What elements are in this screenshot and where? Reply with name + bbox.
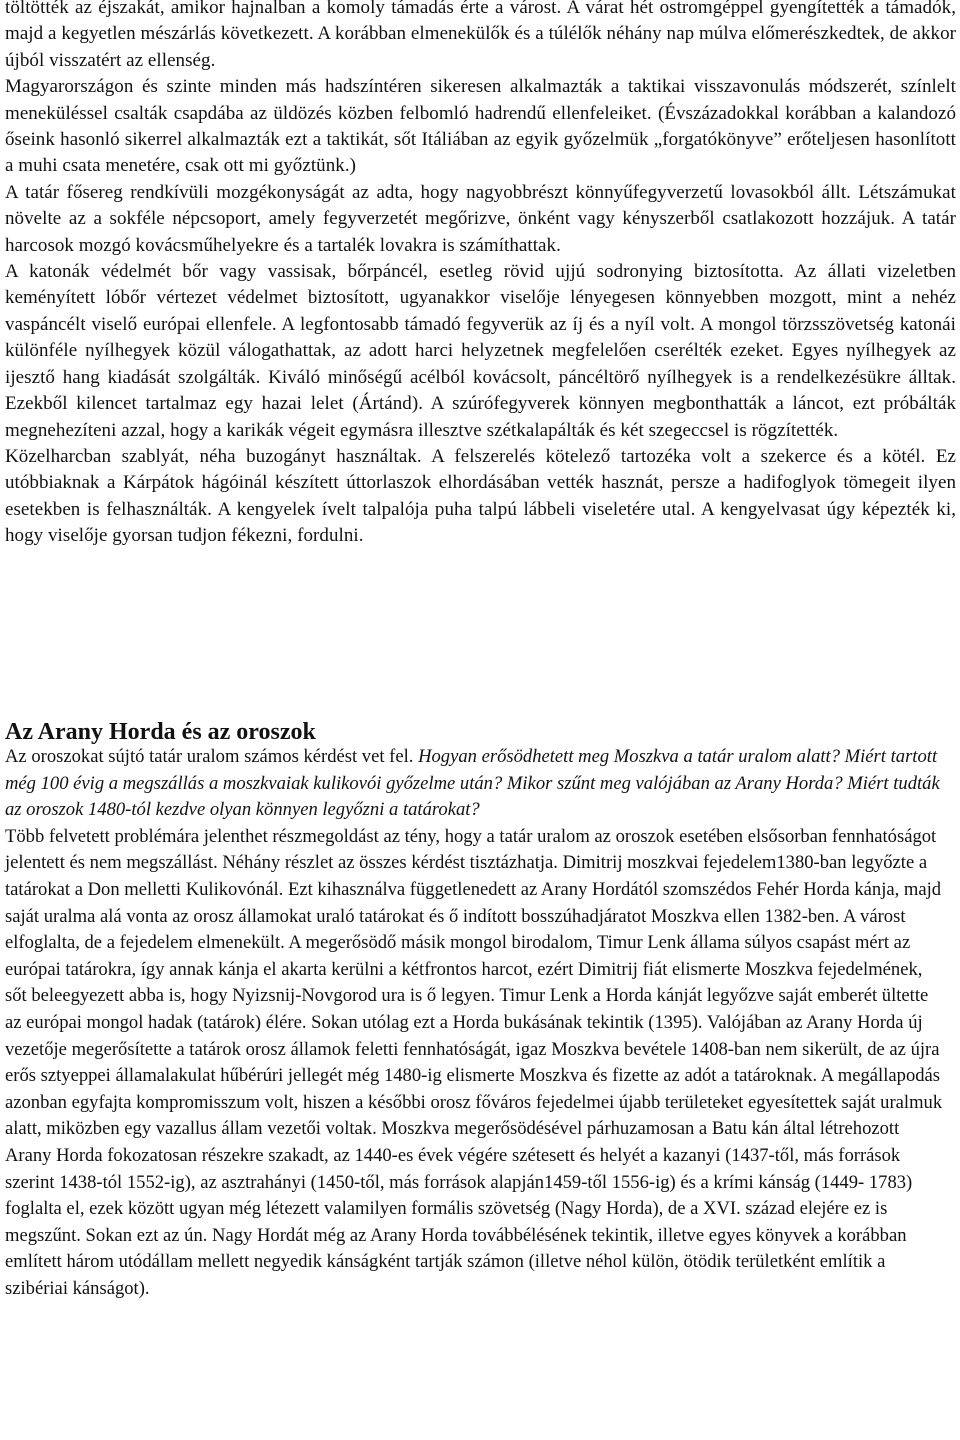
paragraph-armor-weapons: A katonák védelmét bőr vagy vassisak, bőrpáncél, esetleg rövid ujjú sodronying biztosította. Az állati vizeletben keményített lóbőr vértezet védelmet biztosított, ugyanakkor viselője lényegesen könnyebben mozgott, mint a nehéz vaspáncélt viselő európai ellenfele. A legfontosabb támadó fegyverük az íj és a nyíl volt. A mongol törzsszövetség katonái különféle nyílhegyek közül válogathattak, az adott harci helyzetnek megfelelően cserélték ezeket. Egyes nyílhegyek az ijesztő hang kiadását szolgálták. Kiváló minőségű acélból kovácsolt, páncéltörő nyílhegyek is a rendelkezésükre álltak. Ezekből kilencet tartalmaz egy hazai lelet (Ártánd). A szúrófegyverek könnyen megbonthatták a láncot, ezt próbálták megnehezíteni azzal, hogy a karikák végeit egymásra illesztve szétkalapálták és két szegeccsel is rögzítették.: [5, 261, 956, 441]
section-heading: Az Arany Horda és az oroszok: [5, 719, 316, 745]
text-section-golden-horde: [5, 744, 945, 1302]
paragraph-close-combat: Közelharcban szablyát, néha buzogányt használtak. A felszerelés kötelező tartozéka volt a szekerce és a kötél. Ez utóbbiaknak a Kárpátok hágóinál készített úttorlaszok elhordásában vették hasznát, persze a hadifoglyok tömegeit ilyen esetekben is felhasználták. A kengyelek ívelt talpalója puha talpú lábbeli viseletére utal. A kengyelvasat úgy képezték ki, hogy viselője gyorsan tudjon fékezni, fordulni.: [5, 445, 956, 547]
paragraph-questions: [5, 744, 945, 824]
paragraph-siege: töltötték az éjszakát, amikor hajnalban a komoly támadás érte a várost. A várat hét ostromgéppel gyengítették a támadók, majd a kegyetlen mészárlás következett. A korábban elmenekülők és a túlélők néhány nap múlva előmerészkedtek, de akkor újból visszatért az ellenség.: [5, 0, 956, 71]
paragraph-tactics: Magyarországon és szinte minden más hadszíntéren sikeresen alkalmazták a taktikai visszavonulás módszerét, színlelt meneküléssel csalták csapdába az üldözés közben felbomló hadrendű ellenfeleiket. (Évszázadokkal korábban a kalandozó őseink hasonló sikerrel alkalmazták ezt a taktikát, sőt Itáliában az egyik győzelmük „forgatókönyve” erőteljesen hasonlított a muhi csata menetére, csak ott mi győztünk.): [5, 76, 956, 177]
paragraph-history: Több felvetett problémára jelenthet részmegoldást az tény, hogy a tatár uralom az oroszok esetében elsősorban fennhatóságot jelentett és nem megszállást. Néhány részlet az összes kérdést tisztázhatja. Dimitrij moszkvai fejedelem1380-ban legyőzte a tatárokat a Don melletti Kulikovónál. Ezt kihasználva függetlenedett az Arany Hordától szomszédos Fehér Horda kánja, majd saját uralma alá vonta az orosz államokat uraló tatárokat és ő indított bosszúhadjáratot Moszkva ellen 1382-ben. A várost elfoglalta, de a fejedelem elmenekült. A megerősödő másik mongol birodalom, Timur Lenk állama súlyos csapást mért az európai tatárokra, így annak kánja el akarta kerülni a kétfrontos harcot, ezért Dimitrij fiát elismerte Moszkva fejedelmének, sőt beleegyezett abba is, hogy Nyizsnij-Novgorod ura is ő legyen. Timur Lenk a Horda kánját legyőzve saját emberét ültette az európai mongol hadak (tatárok) élére. Sokan utólag ezt a Horda bukásának tekintik (1395). Valójában az Arany Horda új vezetője megerősítette a tatárok orosz államok feletti fennhatóságát, igaz Moszkva bevétele 1408-ban nem sikerült, de az újra erős sztyeppei államalakulat hűbérúri jellegét még 1480-ig elismerte Moszkva és fizette az adót a tatároknak. A megállapodás azonban egyfajta kompromisszum volt, hiszen a későbbi orosz főváros fejedelmei újabb területeket egyesítettek saját uralmuk alatt, miközben egy vazallus állam vezetői voltak. Moszkva megerősödésével párhuzamosan a Batu kán által létrehozott Arany Horda fokozatosan részekre szakadt, az 1440-es évek végére szétesett és helyét a kazanyi (1437-től, más források szerint 1438-tól 1552-ig), az asztrahányi (1450-től, más források alapján1459-től 1556-ig) és a krími kánság (1449- 1783) foglalta el, ezek között ugyan még létezett valamilyen formális szövetség (Nagy Horda), de a XVI. század elejére ez is megszűnt. Sokan ezt az ún. Nagy Hordát még az Arany Horda továbbélésének tekintik, illetve egyes könyvek a korábban említett három utódállam mellett negyedik kánságként tartják számon (illetve néhol külön, ötödik területként említik a szibériai kánságot).: [5, 825, 943, 1299]
text-section-military: [5, 0, 956, 550]
paragraph-army: A tatár fősereg rendkívüli mozgékonyságát az adta, hogy nagyobbrészt könnyűfegyverzetű lovasokból állt. Létszámukat növelte az a sokféle népcsoport, amely fegyverzetét megőrizve, önként vagy kényszerből csatlakozott hozzájuk. A tatár harcosok mozgó kovácsműhelyekre és a tartalék lovakra is számíthattak.: [5, 181, 956, 256]
intro-text: Az oroszokat sújtó tatár uralom számos kérdést vet fel.: [5, 746, 419, 767]
intro-questions: Hogyan erősödhetett meg Moszkva a tatár uralom alatt? Miért tartott még 100 évig a megszállás a moszkvaiak kulikovói győzelme után? Mikor szűnt meg valójában az Arany Horda? Miért tudták az oroszok 1480-tól kezdve olyan könnyen legyőzni a tatárokat?: [5, 746, 940, 821]
